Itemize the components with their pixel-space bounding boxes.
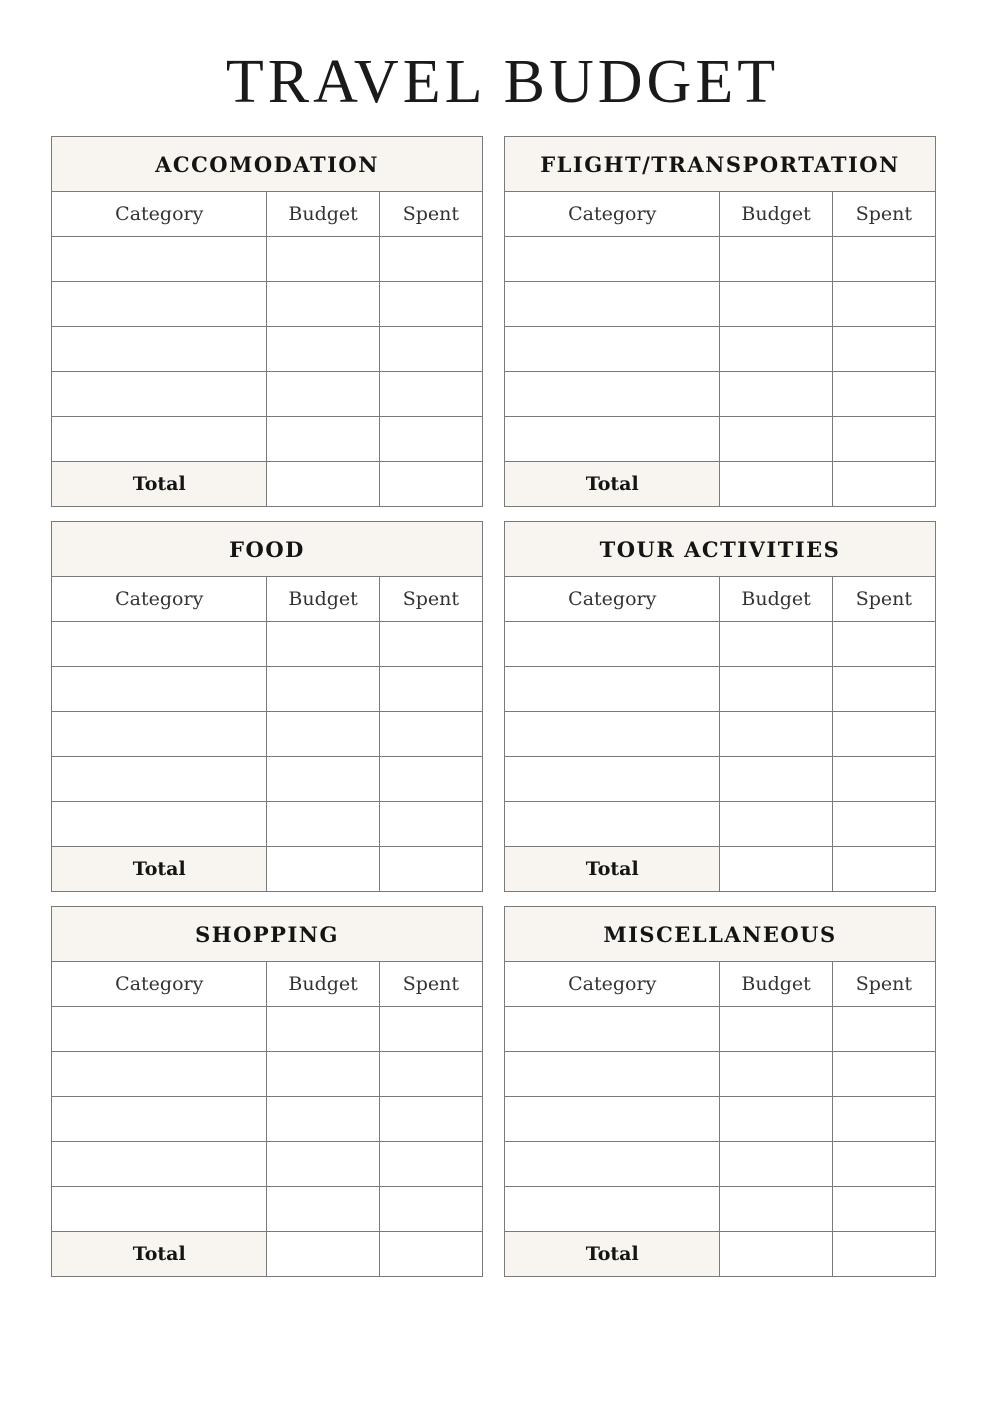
spent-cell[interactable] <box>379 757 482 802</box>
budget-cell[interactable] <box>720 1052 832 1097</box>
table-row <box>505 802 936 847</box>
table-row <box>52 667 483 712</box>
tour-activities-table <box>504 521 936 892</box>
table-row <box>52 327 483 372</box>
spent-column-header: Spent <box>379 577 482 622</box>
spent-cell[interactable] <box>379 622 482 667</box>
table-row <box>52 372 483 417</box>
total-spent-cell[interactable] <box>832 847 935 892</box>
accomodation-table <box>51 136 483 507</box>
category-column-header: Category <box>52 192 267 237</box>
spent-cell[interactable] <box>832 622 935 667</box>
table-row <box>505 1007 936 1052</box>
table-row <box>505 237 936 282</box>
table-row <box>52 282 483 327</box>
budget-cell[interactable] <box>267 282 379 327</box>
spent-column-header: Spent <box>379 192 482 237</box>
table-row <box>52 417 483 462</box>
spent-cell[interactable] <box>379 237 482 282</box>
spent-cell[interactable] <box>832 757 935 802</box>
total-label: Total <box>505 847 720 892</box>
category-cell[interactable] <box>505 1052 720 1097</box>
table-row <box>52 802 483 847</box>
spent-cell[interactable] <box>832 417 935 462</box>
table-row <box>52 757 483 802</box>
budget-cell[interactable] <box>720 282 832 327</box>
category-cell[interactable] <box>52 622 267 667</box>
budget-column-header: Budget <box>267 577 379 622</box>
total-label: Total <box>505 1232 720 1277</box>
category-cell[interactable] <box>505 802 720 847</box>
total-row <box>505 1232 936 1277</box>
category-cell[interactable] <box>52 417 267 462</box>
table-row <box>505 282 936 327</box>
spent-cell[interactable] <box>832 282 935 327</box>
category-cell[interactable] <box>505 237 720 282</box>
budget-cell[interactable] <box>720 372 832 417</box>
spent-cell[interactable] <box>832 237 935 282</box>
budget-cell[interactable] <box>720 667 832 712</box>
budget-cell[interactable] <box>267 622 379 667</box>
spent-cell[interactable] <box>379 1097 482 1142</box>
budget-cell[interactable] <box>720 757 832 802</box>
total-label: Total <box>52 1232 267 1277</box>
tour-activities-section-title: TOUR ACTIVITIES <box>505 522 936 577</box>
category-column-header: Category <box>52 577 267 622</box>
budget-cell[interactable] <box>720 1097 832 1142</box>
total-label: Total <box>52 462 267 507</box>
category-cell[interactable] <box>505 622 720 667</box>
category-cell[interactable] <box>505 1007 720 1052</box>
table-row <box>505 667 936 712</box>
category-cell[interactable] <box>52 372 267 417</box>
spent-cell[interactable] <box>379 1052 482 1097</box>
total-spent-cell[interactable] <box>379 847 482 892</box>
budget-cell[interactable] <box>267 327 379 372</box>
budget-cell[interactable] <box>720 1007 832 1052</box>
spent-cell[interactable] <box>832 1097 935 1142</box>
category-cell[interactable] <box>52 1052 267 1097</box>
budget-column-header: Budget <box>720 577 832 622</box>
spent-cell[interactable] <box>832 372 935 417</box>
budget-cell[interactable] <box>267 1007 379 1052</box>
spent-cell[interactable] <box>379 1142 482 1187</box>
table-row <box>505 1187 936 1232</box>
category-cell[interactable] <box>52 712 267 757</box>
total-row <box>52 847 483 892</box>
table-row <box>505 712 936 757</box>
accomodation-section-title: ACCOMODATION <box>52 137 483 192</box>
total-label: Total <box>52 847 267 892</box>
spent-cell[interactable] <box>832 712 935 757</box>
table-row <box>52 1142 483 1187</box>
table-row <box>505 372 936 417</box>
category-cell[interactable] <box>52 1097 267 1142</box>
shopping-section-title: SHOPPING <box>52 907 483 962</box>
total-spent-cell[interactable] <box>379 1232 482 1277</box>
category-cell[interactable] <box>505 1142 720 1187</box>
budget-cell[interactable] <box>720 622 832 667</box>
spent-cell[interactable] <box>379 1007 482 1052</box>
total-spent-cell[interactable] <box>832 1232 935 1277</box>
spent-cell[interactable] <box>832 327 935 372</box>
table-row <box>505 757 936 802</box>
table-row <box>52 1187 483 1232</box>
table-row <box>505 1052 936 1097</box>
total-budget-cell[interactable] <box>720 847 832 892</box>
category-cell[interactable] <box>505 1097 720 1142</box>
spent-cell[interactable] <box>832 1187 935 1232</box>
spent-cell[interactable] <box>832 667 935 712</box>
table-row <box>505 327 936 372</box>
total-budget-cell[interactable] <box>267 1232 379 1277</box>
budget-cell[interactable] <box>720 712 832 757</box>
table-row <box>52 1097 483 1142</box>
budget-cell[interactable] <box>720 1187 832 1232</box>
page-title: TRAVEL BUDGET <box>225 48 780 116</box>
budget-cell[interactable] <box>720 417 832 462</box>
category-column-header: Category <box>52 962 267 1007</box>
category-cell[interactable] <box>505 757 720 802</box>
total-budget-cell[interactable] <box>720 462 832 507</box>
budget-cell[interactable] <box>267 1142 379 1187</box>
category-column-header: Category <box>505 962 720 1007</box>
budget-cell[interactable] <box>720 237 832 282</box>
budget-cell[interactable] <box>267 417 379 462</box>
category-cell[interactable] <box>505 667 720 712</box>
category-cell[interactable] <box>52 327 267 372</box>
category-cell[interactable] <box>52 757 267 802</box>
budget-column-header: Budget <box>720 192 832 237</box>
category-cell[interactable] <box>52 1187 267 1232</box>
category-cell[interactable] <box>52 282 267 327</box>
food-section-title: FOOD <box>52 522 483 577</box>
spent-cell[interactable] <box>832 802 935 847</box>
budget-cell[interactable] <box>267 372 379 417</box>
spent-cell[interactable] <box>379 802 482 847</box>
budget-cell[interactable] <box>267 1097 379 1142</box>
total-row <box>505 847 936 892</box>
total-row <box>505 462 936 507</box>
total-budget-cell[interactable] <box>267 847 379 892</box>
budget-cell[interactable] <box>720 802 832 847</box>
budget-cell[interactable] <box>267 757 379 802</box>
spent-cell[interactable] <box>832 1007 935 1052</box>
table-row <box>505 622 936 667</box>
flight-transportation-table <box>504 136 936 507</box>
category-cell[interactable] <box>52 802 267 847</box>
budget-cell[interactable] <box>267 667 379 712</box>
budget-cell[interactable] <box>267 1187 379 1232</box>
spent-cell[interactable] <box>379 667 482 712</box>
category-cell[interactable] <box>505 417 720 462</box>
category-cell[interactable] <box>52 1142 267 1187</box>
table-row <box>52 622 483 667</box>
total-row <box>52 1232 483 1277</box>
category-cell[interactable] <box>505 282 720 327</box>
total-spent-cell[interactable] <box>379 462 482 507</box>
food-table <box>51 521 483 892</box>
table-row <box>505 1142 936 1187</box>
category-cell[interactable] <box>52 1007 267 1052</box>
spent-cell[interactable] <box>379 417 482 462</box>
table-row <box>505 417 936 462</box>
category-column-header: Category <box>505 577 720 622</box>
spent-column-header: Spent <box>832 962 935 1007</box>
spent-cell[interactable] <box>379 282 482 327</box>
table-row <box>505 1097 936 1142</box>
budget-column-header: Budget <box>267 192 379 237</box>
shopping-table <box>51 906 483 1277</box>
miscellaneous-table <box>504 906 936 1277</box>
budget-cell[interactable] <box>267 1052 379 1097</box>
spent-column-header: Spent <box>832 577 935 622</box>
table-row <box>52 712 483 757</box>
flight-transportation-section-title: FLIGHT/TRANSPORTATION <box>505 137 936 192</box>
total-budget-cell[interactable] <box>720 1232 832 1277</box>
table-row <box>52 1007 483 1052</box>
total-budget-cell[interactable] <box>267 462 379 507</box>
miscellaneous-section-title: MISCELLANEOUS <box>505 907 936 962</box>
category-cell[interactable] <box>52 667 267 712</box>
spent-cell[interactable] <box>379 372 482 417</box>
spent-cell[interactable] <box>832 1052 935 1097</box>
total-label: Total <box>505 462 720 507</box>
budget-column-header: Budget <box>267 962 379 1007</box>
budget-cell[interactable] <box>267 712 379 757</box>
spent-cell[interactable] <box>379 327 482 372</box>
category-cell[interactable] <box>52 237 267 282</box>
total-row <box>52 462 483 507</box>
category-cell[interactable] <box>505 1187 720 1232</box>
budget-cell[interactable] <box>267 237 379 282</box>
spent-cell[interactable] <box>832 1142 935 1187</box>
category-cell[interactable] <box>505 372 720 417</box>
budget-cell[interactable] <box>720 1142 832 1187</box>
spent-cell[interactable] <box>379 1187 482 1232</box>
budget-cell[interactable] <box>267 802 379 847</box>
table-row <box>52 237 483 282</box>
spent-column-header: Spent <box>832 192 935 237</box>
category-column-header: Category <box>505 192 720 237</box>
spent-cell[interactable] <box>379 712 482 757</box>
budget-column-header: Budget <box>720 962 832 1007</box>
category-cell[interactable] <box>505 712 720 757</box>
spent-column-header: Spent <box>379 962 482 1007</box>
table-row <box>52 1052 483 1097</box>
total-spent-cell[interactable] <box>832 462 935 507</box>
category-cell[interactable] <box>505 327 720 372</box>
budget-cell[interactable] <box>720 327 832 372</box>
